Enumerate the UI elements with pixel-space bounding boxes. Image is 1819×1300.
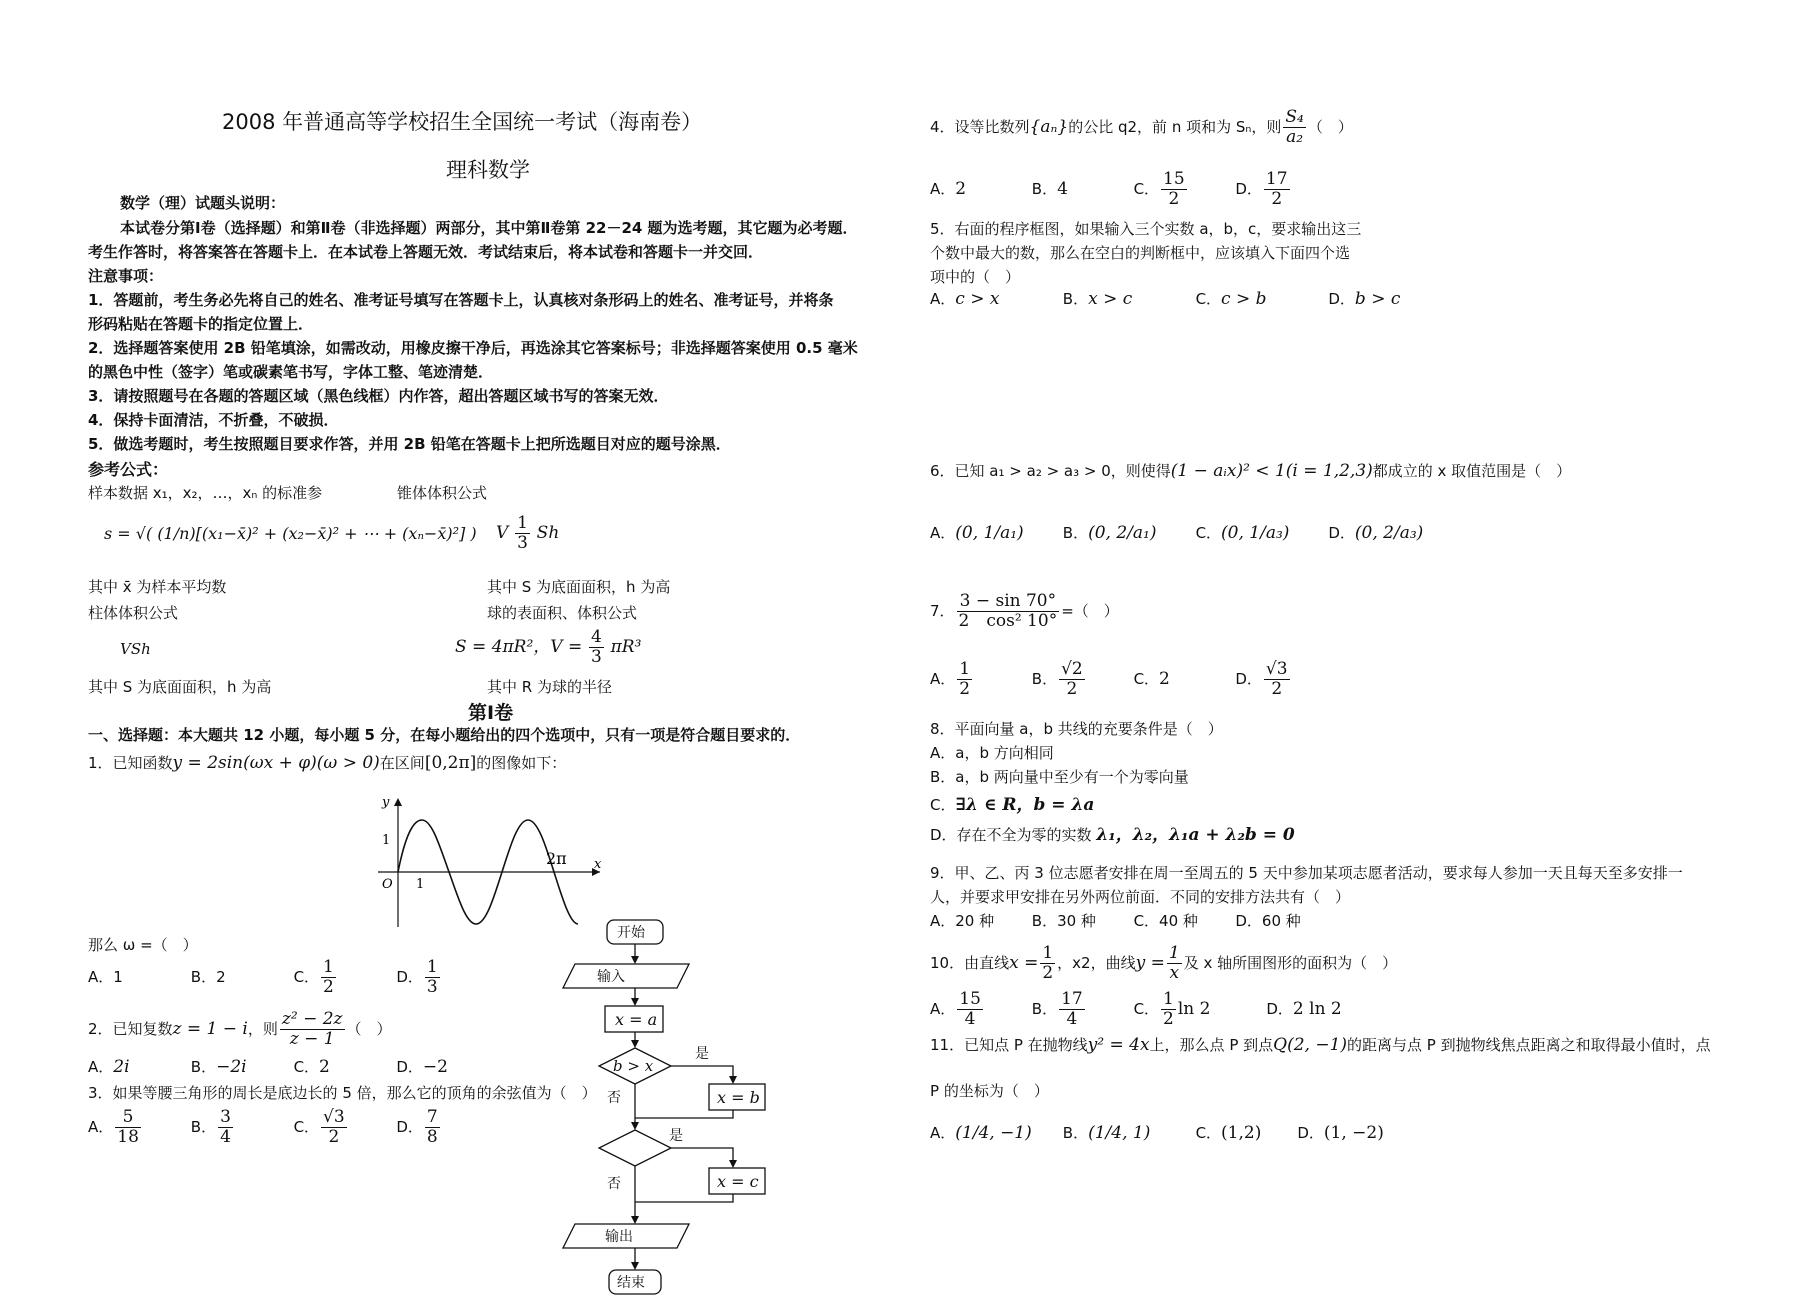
flow-input: 输入 bbox=[597, 969, 625, 985]
exam-subtitle: 理科数学 bbox=[446, 158, 530, 182]
q1-option-a[interactable]: A．1 bbox=[88, 968, 123, 986]
flowchart bbox=[555, 918, 785, 1300]
q10-option-d[interactable]: D．2 ln 2 bbox=[1266, 999, 1342, 1019]
question-9-line2: 人，并要求甲安排在另外两位前面．不同的安排方法共有（ ） bbox=[930, 888, 1351, 906]
flow-output: 输出 bbox=[605, 1229, 633, 1245]
graph-x-label: x bbox=[594, 857, 602, 872]
question-4: 4．设等比数列{aₙ}的公比 q2，前 n 项和为 Sₙ，则 $\frac{\text{S₄}}{\text{a₂}}$ （ ） bbox=[930, 107, 1353, 147]
sphere-note: 其中 R 为球的半径 bbox=[487, 678, 612, 696]
q5-option-b[interactable]: B．x > c bbox=[1062, 289, 1133, 309]
notice-3: 3．请按照题号在各题的答题区域（黑色线框）内作答，超出答题区域书写的答案无效． bbox=[88, 387, 669, 405]
cone-volume-label: 锥体体积公式 bbox=[397, 484, 488, 502]
q2-option-b[interactable]: B．−2i bbox=[190, 1057, 247, 1077]
q5-option-a[interactable]: A．c > x bbox=[930, 289, 1000, 309]
q4-option-d[interactable]: D． $\frac{17}{2}$ bbox=[1235, 169, 1288, 209]
q2-option-c[interactable]: C．2 bbox=[293, 1057, 330, 1077]
question-7: 7． $\frac{3 - \sin 70^\circ}{\text{2 cos² 10°}}$ =（ ） bbox=[930, 591, 1119, 631]
question-5-line2: 个数中最大的数，那么在空白的判断框中，应该填入下面四个选 bbox=[930, 244, 1351, 262]
q10-option-b[interactable]: B． $\frac{17}{4}$ bbox=[1031, 989, 1083, 1029]
q4-option-b[interactable]: B．4 bbox=[1031, 179, 1068, 199]
part1-title: 第Ⅰ卷 bbox=[468, 702, 514, 724]
q7-option-b[interactable]: B． $\frac{√2}{2}$ bbox=[1031, 659, 1083, 699]
q8-option-d[interactable]: D．存在不全为零的实数 λ₁，λ₂，λ₁a + λ₂b = 0 bbox=[930, 825, 1295, 845]
q2-option-d[interactable]: D．−2 bbox=[396, 1057, 448, 1077]
question-9-line1: 9．甲、乙、丙 3 位志愿者安排在周一至周五的 5 天中参加某项志愿者活动，要求每人参加一天且每天至多安排一 bbox=[930, 864, 1683, 882]
q8-option-b[interactable]: B．a，b 两向量中至少有一个为零向量 bbox=[930, 768, 1189, 786]
cylinder-note: 其中 S 为底面面积，h 为高 bbox=[88, 678, 272, 696]
q7-option-d[interactable]: D． $\frac{√3}{2}$ bbox=[1235, 659, 1288, 699]
notice-1b: 形码粘贴在答题卡的指定位置上． bbox=[88, 315, 314, 333]
question-1-options bbox=[88, 958, 442, 997]
instructions-head: 数学（理）试题头说明： bbox=[120, 194, 286, 212]
flow-assign-a: x = a bbox=[615, 1010, 658, 1029]
flow-no-2: 否 bbox=[607, 1176, 621, 1192]
q1-option-b[interactable]: B．2 bbox=[190, 968, 226, 986]
flow-condition: b > x bbox=[613, 1057, 654, 1075]
q6-option-d[interactable]: D．(0, 2/a₃) bbox=[1328, 523, 1424, 543]
q8-option-c[interactable]: C．∃λ ∈ R，b = λa bbox=[930, 795, 1095, 815]
q9-option-c[interactable]: C．40 种 bbox=[1133, 912, 1198, 930]
q9-option-b[interactable]: B．30 种 bbox=[1031, 912, 1096, 930]
q8-option-a[interactable]: A．a，b 方向相同 bbox=[930, 744, 1054, 762]
question-2: 2．已知复数z = 1 − i，则 $\frac{\text{z² − 2z}}{z - 1}$ （ ） bbox=[88, 1009, 392, 1049]
sine-graph bbox=[370, 792, 610, 932]
question-2-options bbox=[88, 1056, 448, 1077]
question-11: 11．已知点 P 在抛物线y² = 4x上，那么点 P 到点Q(2, −1)的距离与点 P 到抛物线焦点距离之和取得最小值时，点 bbox=[930, 1035, 1711, 1055]
flow-assign-b: x = b bbox=[717, 1088, 760, 1107]
graph-origin: O bbox=[382, 877, 393, 892]
q2-option-a[interactable]: A．2i bbox=[88, 1057, 130, 1077]
question-10: 10．由直线x = $\frac{1}{2}$ ，x2，曲线y = $\frac{1}{x}$ 及 x 轴所围图形的面积为（ ） bbox=[930, 943, 1398, 983]
cone-volume-formula: V $\frac{1}{3}$ Sh bbox=[496, 513, 560, 553]
std-dev-label: 样本数据 x₁，x₂，…，xₙ 的标准参 bbox=[88, 484, 323, 502]
q9-option-a[interactable]: A．20 种 bbox=[930, 912, 995, 930]
question-5-options bbox=[930, 288, 1400, 309]
q3-option-c[interactable]: C． $\frac{√3}{2}$ bbox=[293, 1107, 345, 1147]
sphere-label: 球的表面积、体积公式 bbox=[487, 604, 638, 622]
q4-option-a[interactable]: A．2 bbox=[930, 179, 967, 199]
question-6-options bbox=[930, 522, 1423, 543]
notice-2b: 的黑色中性（签字）笔或碳素笔书写，字体工整、笔迹清楚． bbox=[88, 363, 494, 381]
question-11-options bbox=[930, 1122, 1384, 1143]
q10-option-a[interactable]: A． $\frac{15}{4}$ bbox=[930, 989, 981, 1029]
q3-option-d[interactable]: D． $\frac{7}{8}$ bbox=[396, 1107, 438, 1147]
notice-2a: 2．选择题答案使用 2B 铅笔填涂，如需改动，用橡皮擦干净后，再选涂其它答案标号；非选择题答案使用 0.5 毫米 bbox=[88, 339, 858, 357]
question-1-ask: 那么 ω =（ ） bbox=[88, 936, 198, 954]
cylinder-volume-label: 柱体体积公式 bbox=[88, 604, 179, 622]
cylinder-volume-formula: VSh bbox=[120, 640, 151, 658]
q6-option-a[interactable]: A．(0, 1/a₁) bbox=[930, 523, 1024, 543]
q10-option-c[interactable]: C． $\frac{1}{2}$ ln 2 bbox=[1133, 989, 1211, 1029]
q3-option-b[interactable]: B． $\frac{3}{4}$ bbox=[190, 1107, 231, 1147]
flow-start: 开始 bbox=[617, 925, 645, 941]
question-9-options bbox=[930, 910, 1301, 931]
graph-two-pi: 2π bbox=[546, 849, 567, 868]
question-5-line1: 5．右面的程序框图，如果输入三个实数 a，b，c，要求输出这三 bbox=[930, 220, 1362, 238]
q6-option-c[interactable]: C．(0, 1/a₃) bbox=[1195, 523, 1290, 543]
std-dev-formula: s = √( (1/n)[(x₁−x̄)² + (x₂−x̄)² + ⋯ + (xₙ−x̄)²] ) bbox=[104, 524, 477, 543]
flow-yes-2: 是 bbox=[669, 1128, 683, 1144]
mean-note: 其中 x̄ 为样本平均数 bbox=[88, 578, 227, 596]
q7-option-a[interactable]: A． $\frac{1}{2}$ bbox=[930, 659, 971, 699]
cone-note: 其中 S 为底面面积，h 为高 bbox=[487, 578, 671, 596]
notice-5: 5．做选考题时，考生按照题目要求作答，并用 2B 铅笔在答题卡上把所选题目对应的题号涂黑． bbox=[88, 435, 731, 453]
question-3: 3．如果等腰三角形的周长是底边长的 5 倍，那么它的顶角的余弦值为（ ） bbox=[88, 1084, 597, 1102]
flow-yes-1: 是 bbox=[695, 1046, 709, 1062]
section-heading: 一、选择题：本大题共 12 小题，每小题 5 分，在每小题给出的四个选项中，只有一项是符合题目要求的． bbox=[88, 726, 801, 744]
graph-one-x: 1 bbox=[416, 877, 425, 892]
q1-option-c[interactable]: C． $\frac{1}{2}$ bbox=[293, 957, 334, 997]
notice-head: 注意事项： bbox=[88, 267, 164, 285]
q5-option-d[interactable]: D．b > c bbox=[1328, 289, 1401, 309]
question-4-options bbox=[930, 170, 1292, 209]
q11-option-b[interactable]: B．(1/4, 1) bbox=[1062, 1123, 1151, 1143]
q6-option-b[interactable]: B．(0, 2/a₁) bbox=[1062, 523, 1157, 543]
formulas-head: 参考公式： bbox=[88, 460, 169, 479]
notice-4: 4．保持卡面清洁，不折叠，不破损． bbox=[88, 411, 339, 429]
exam-title: 2008 年普通高等学校招生全国统一考试（海南卷） bbox=[222, 110, 703, 134]
sphere-formula: S = 4πR²，V = $\frac{4}{3}$ πR³ bbox=[455, 627, 642, 667]
question-3-options bbox=[88, 1108, 442, 1147]
instructions-para2: 考生作答时，将答案答在答题卡上．在本试卷上答题无效．考试结束后，将本试卷和答题卡一并交回． bbox=[88, 243, 764, 261]
graph-one-y: 1 bbox=[382, 833, 391, 848]
q4-option-c[interactable]: C． $\frac{15}{2}$ bbox=[1133, 169, 1185, 209]
flow-assign-c: x = c bbox=[717, 1172, 759, 1191]
question-7-options bbox=[930, 660, 1292, 699]
flow-no-1: 否 bbox=[607, 1090, 621, 1106]
graph-y-label: y bbox=[382, 795, 390, 810]
question-6: 6．已知 a₁ > a₂ > a₃ > 0，则使得(1 − aᵢx)² < 1(i = 1,2,3)都成立的 x 取值范围是（ ） bbox=[930, 461, 1572, 481]
q11-option-c[interactable]: C．(1,2) bbox=[1195, 1123, 1262, 1143]
question-11-line2: P 的坐标为（ ） bbox=[930, 1082, 1049, 1100]
q1-option-d[interactable]: D． $\frac{1}{3}$ bbox=[396, 957, 438, 997]
instructions-para1: 本试卷分第Ⅰ卷（选择题）和第Ⅱ卷（非选择题）两部分，其中第Ⅱ卷第 22－24 题为选考题，其它题为必考题． bbox=[120, 219, 858, 237]
q7-option-c[interactable]: C．2 bbox=[1133, 669, 1170, 689]
q9-option-d[interactable]: D．60 种 bbox=[1235, 912, 1301, 930]
question-5-line3: 项中的（ ） bbox=[930, 268, 1021, 286]
q11-option-a[interactable]: A．(1/4, −1) bbox=[930, 1123, 1032, 1143]
notice-1a: 1．答题前，考生务必先将自己的姓名、准考证号填写在答题卡上，认真核对条形码上的姓名、准考证号，并将条 bbox=[88, 291, 834, 309]
question-10-options bbox=[930, 990, 1342, 1029]
q5-option-c[interactable]: C．c > b bbox=[1195, 289, 1267, 309]
question-8: 8．平面向量 a，b 共线的充要条件是（ ） bbox=[930, 720, 1223, 738]
q11-option-d[interactable]: D．(1, −2) bbox=[1297, 1123, 1384, 1143]
flow-end: 结束 bbox=[617, 1275, 645, 1291]
q3-option-a[interactable]: A． $\frac{5}{18}$ bbox=[88, 1107, 139, 1147]
question-1: 1．已知函数y = 2sin(ωx + φ)(ω > 0)在区间[0,2π]的图像如下： bbox=[88, 753, 567, 773]
